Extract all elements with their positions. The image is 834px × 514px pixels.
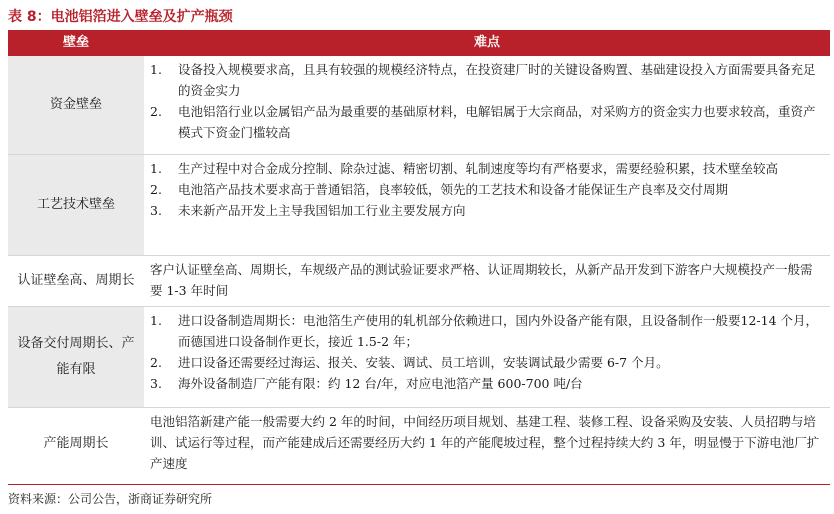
item-text: 进口设备制造周期长：电池箔生产使用的轧机部分依赖进口，国内外设备产能有限，且设备制作一般要12-14 个月，而德国进口设备制作更长，接近 1.5-2 年；: [178, 313, 819, 349]
table-row: [8, 256, 830, 307]
header-difficulty: 难点: [473, 35, 500, 50]
source-note: 资料来源：公司公告，浙商证券研究所: [8, 492, 213, 506]
item-number: 1.: [150, 62, 162, 77]
row-content: [144, 307, 830, 407]
row-label: 资金壁垒: [8, 56, 144, 154]
item-text: 设备投入规模要求高，且具有较强的规模经济特点，在投资建厂时的关键设备购置、基础建设投入方面需要具备充足的资金实力: [178, 62, 816, 98]
item-number: 3.: [150, 376, 162, 391]
table-bottom-rule: [8, 484, 830, 485]
list-item: [150, 310, 824, 352]
item-number: 1.: [150, 161, 162, 176]
list-item: [150, 101, 824, 143]
list-item: [150, 352, 824, 373]
table-row: [8, 56, 830, 155]
item-text: 进口设备还需要经过海运、报关、安装、调试、员工培训，安装调试最少需要 6-7 个月。: [178, 355, 669, 370]
item-text: 生产过程中对合金成分控制、除杂过滤、精密切割、轧制速度等均有严格要求，需要经验积累，技术壁垒较高: [178, 161, 779, 176]
table-row: [8, 408, 830, 480]
item-number: 2.: [150, 182, 162, 197]
item-number: 3.: [150, 203, 162, 218]
row-content: 电池铝箔新建产能一般需要大约 2 年的时间，中间经历项目规划、基建工程、装修工程、设备采购及安装、人员招聘与培训、试运行等过程，而产能建成后还需要经历大约 1 年的产能爬坡过程，整个过程持续大约 3 年，明显慢于下游电池厂扩产速度: [150, 414, 820, 471]
row-label: 认证壁垒高、周期长: [17, 273, 135, 288]
item-text: 海外设备制造厂产能有限：约 12 台/年，对应电池箔产量 600-700 吨/台: [178, 376, 583, 391]
item-number: 2.: [150, 355, 162, 370]
item-number: 1.: [150, 313, 162, 328]
header-barrier: 壁垒: [62, 35, 89, 50]
row-content: [144, 56, 830, 154]
table-header: [8, 30, 830, 56]
list-item: [150, 200, 824, 221]
table-row: [8, 307, 830, 408]
item-text: 电池铝箔行业以金属铝产品为最重要的基础原材料，电解铝属于大宗商品，对采购方的资金实力也要求较高，重资产模式下资金门槛较高: [178, 104, 816, 140]
row-content: [144, 155, 830, 255]
table-row: [8, 155, 830, 256]
row-label: 工艺技术壁垒: [8, 155, 144, 255]
list-item: [150, 59, 824, 101]
item-text: 电池箔产品技术要求高于普通铝箔，良率较低，领先的工艺技术和设备才能保证生产良率及交付周期: [178, 182, 729, 197]
row-content: 客户认证壁垒高、周期长，车规级产品的测试验证要求严格、认证周期较长，从新产品开发到下游客户大规模投产一般需要 1-3 年时间: [150, 262, 813, 298]
row-label: 产能周期长: [43, 436, 109, 451]
item-text: 未来新产品开发上主导我国铝加工行业主要发展方向: [178, 203, 466, 218]
row-label: 设备交付周期长、产能有限: [8, 307, 144, 407]
list-item: [150, 373, 824, 394]
list-item: [150, 179, 824, 200]
item-number: 2.: [150, 104, 162, 119]
table-title: 表 8：电池铝箔进入壁垒及扩产瓶颈: [8, 9, 233, 25]
barrier-table: [8, 30, 830, 480]
list-item: [150, 158, 824, 179]
